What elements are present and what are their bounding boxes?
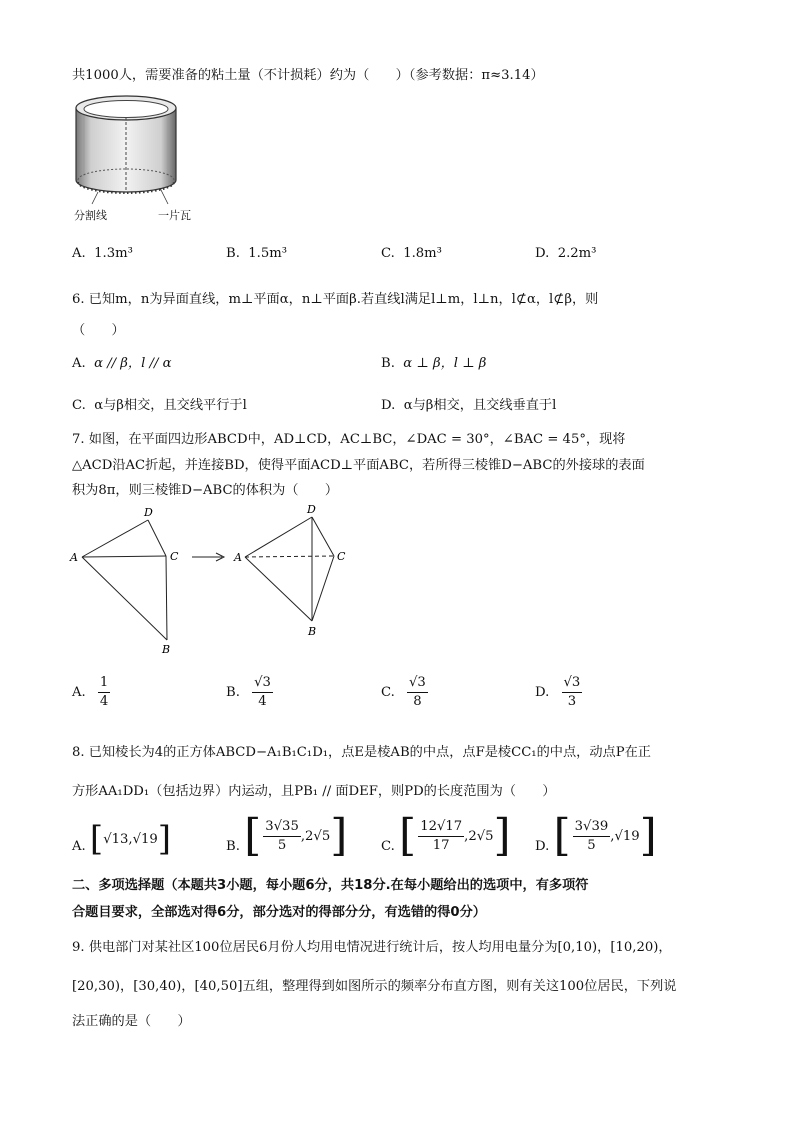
option-key: A. bbox=[72, 684, 86, 700]
q6-option-c[interactable] bbox=[72, 394, 247, 413]
numerator: 12√17 bbox=[418, 820, 464, 837]
numerator: √3 bbox=[407, 676, 428, 693]
q7-label-c-right: C bbox=[337, 550, 346, 563]
q7-stem-line1: 7. 如图，在平面四边形ABCD中，AD⊥CD，AC⊥BC，∠DAC = 30°，∠BAC = 45°，现将 bbox=[72, 432, 626, 447]
q8-option-d[interactable]: D. [ $\frac{3√39}{5}$ ,√19 ] bbox=[535, 810, 657, 861]
q6-stem-line1: 6. 已知m，n为异面直线，m⊥平面α，n⊥平面β.若直线l满足l⊥m，l⊥n，l⊄α，l⊄β，则 bbox=[72, 292, 599, 307]
option-text: 1.3m³ bbox=[94, 246, 133, 261]
q7-right-tetrahedron bbox=[245, 517, 334, 621]
option-text: α // β，l // α bbox=[94, 356, 172, 371]
denominator: 4 bbox=[258, 693, 267, 709]
option-key: A. bbox=[72, 246, 86, 261]
option-text: α与β相交，且交线垂直于l bbox=[403, 398, 557, 413]
section2-heading-line2: 合题目要求，全部选对得6分，部分选对的得部分分，有选错的得0分） bbox=[72, 905, 486, 920]
q7-stem-line2: △ACD沿AC折起，并连接BD，使得平面ACD⊥平面ABC，若所得三棱锥D−ABC的外接球的表面 bbox=[72, 458, 645, 473]
q5-option-c[interactable] bbox=[381, 246, 442, 261]
denominator: 5 bbox=[277, 837, 287, 853]
denominator: 17 bbox=[432, 837, 450, 853]
q9-stem-line1: 9. 供电部门对某社区100位居民6月份人均用电情况进行统计后，按人均用电量分为[0,10)，[10,20)， bbox=[72, 940, 672, 955]
q7-stem-line3: 积为8π，则三棱锥D−ABC的体积为（ ） bbox=[72, 483, 339, 498]
q7-label-a-left: A bbox=[70, 551, 78, 564]
q8-option-b[interactable]: B. [ $\frac{3√35}{5}$ ,2√5 ] bbox=[226, 810, 348, 861]
option-key: D. bbox=[535, 684, 550, 700]
option-key: A. bbox=[72, 839, 86, 854]
option-key: D. bbox=[535, 839, 550, 854]
q5-label-one-tile: 一片瓦 bbox=[158, 209, 191, 222]
q7-folding-figure bbox=[66, 500, 366, 660]
fraction bbox=[562, 676, 583, 709]
fraction bbox=[573, 820, 611, 853]
arrow-right-icon bbox=[192, 553, 224, 561]
q5-option-d[interactable] bbox=[535, 246, 596, 261]
q9-stem-line3: 法正确的是（ ） bbox=[72, 1014, 191, 1029]
option-key: C. bbox=[381, 246, 395, 261]
numerator: 1 bbox=[98, 676, 110, 693]
option-key: D. bbox=[381, 398, 396, 413]
option-key: D. bbox=[535, 246, 550, 261]
q7-label-a-right: A bbox=[234, 551, 242, 564]
interval-text: √13,√19 bbox=[103, 831, 158, 847]
option-text: 1.8m³ bbox=[403, 246, 442, 261]
numerator: 3√35 bbox=[263, 820, 301, 837]
denominator: 5 bbox=[587, 837, 596, 853]
section2-heading-line1: 二、多项选择题（本题共3小题，每小题6分，共18分.在每小题给出的选项中，有多项符 bbox=[72, 878, 589, 893]
numerator: 3√39 bbox=[573, 820, 611, 837]
fraction bbox=[98, 676, 110, 709]
denominator: 4 bbox=[99, 693, 109, 709]
interval-upper: ,2√5 bbox=[464, 828, 494, 844]
option-key: C. bbox=[381, 839, 395, 854]
q6-option-b[interactable] bbox=[381, 352, 486, 371]
option-text: 2.2m³ bbox=[557, 246, 597, 261]
numerator: √3 bbox=[252, 676, 273, 693]
q5-label-dividing-line: 分割线 bbox=[74, 209, 107, 222]
option-text: α ⊥ β，l ⊥ β bbox=[403, 356, 487, 371]
q7-option-a[interactable] bbox=[72, 676, 110, 709]
option-key: C. bbox=[72, 398, 86, 413]
option-key: A. bbox=[72, 356, 86, 371]
q7-label-d-right: D bbox=[307, 503, 316, 516]
q5-option-b[interactable] bbox=[226, 246, 287, 261]
denominator: 3 bbox=[567, 693, 577, 709]
q6-option-a[interactable] bbox=[72, 352, 172, 371]
q7-label-d-left: D bbox=[144, 506, 153, 519]
q6-stem-line2: （ ） bbox=[72, 323, 125, 338]
q6-option-d[interactable] bbox=[381, 394, 556, 413]
q5-stem: 共1000人，需要准备的粘土量（不计损耗）约为（ ）（参考数据：π≈3.14） bbox=[72, 68, 544, 83]
option-key: B. bbox=[226, 246, 240, 261]
option-text: 1.5m³ bbox=[248, 246, 288, 261]
q7-label-b-left: B bbox=[162, 643, 171, 656]
q7-left-quadrilateral bbox=[82, 520, 167, 640]
fraction bbox=[263, 820, 301, 853]
fraction bbox=[407, 676, 428, 709]
q8-stem-line1: 8. 已知棱长为4的正方体ABCD−A₁B₁C₁D₁，点E是棱AB的中点，点F是棱CC₁的中点，动点P在正 bbox=[72, 745, 651, 760]
fraction bbox=[252, 676, 273, 709]
q8-option-c[interactable]: C. [ $\frac{12√17}{17}$ ,2√5 ] bbox=[381, 810, 511, 861]
q7-option-d[interactable] bbox=[535, 676, 582, 709]
q9-stem-line2: [20,30)，[30,40)，[40,50]五组，整理得到如图所示的频率分布直方图，则有关这100位居民，下列说 bbox=[72, 979, 677, 994]
interval-upper: ,2√5 bbox=[300, 828, 331, 844]
q8-option-a[interactable]: A. [ √13,√19 ] bbox=[72, 819, 172, 859]
q7-option-c[interactable] bbox=[381, 676, 428, 709]
option-key: C. bbox=[381, 684, 395, 700]
denominator: 8 bbox=[413, 693, 422, 709]
q7-label-c-left: C bbox=[170, 550, 179, 563]
option-key: B. bbox=[226, 684, 240, 700]
interval-upper: ,√19 bbox=[610, 828, 640, 844]
option-key: B. bbox=[381, 356, 395, 371]
q7-label-b-right: B bbox=[308, 625, 317, 638]
q7-option-b[interactable] bbox=[226, 676, 273, 709]
option-key: B. bbox=[226, 839, 240, 854]
option-text: α与β相交，且交线平行于l bbox=[94, 398, 247, 413]
q8-stem-line2: 方形AA₁DD₁（包括边界）内运动，且PB₁ // 面DEF，则PD的长度范围为（ ） bbox=[72, 784, 556, 799]
q5-option-a[interactable] bbox=[72, 246, 133, 261]
numerator: √3 bbox=[562, 676, 583, 693]
fraction bbox=[418, 820, 464, 853]
